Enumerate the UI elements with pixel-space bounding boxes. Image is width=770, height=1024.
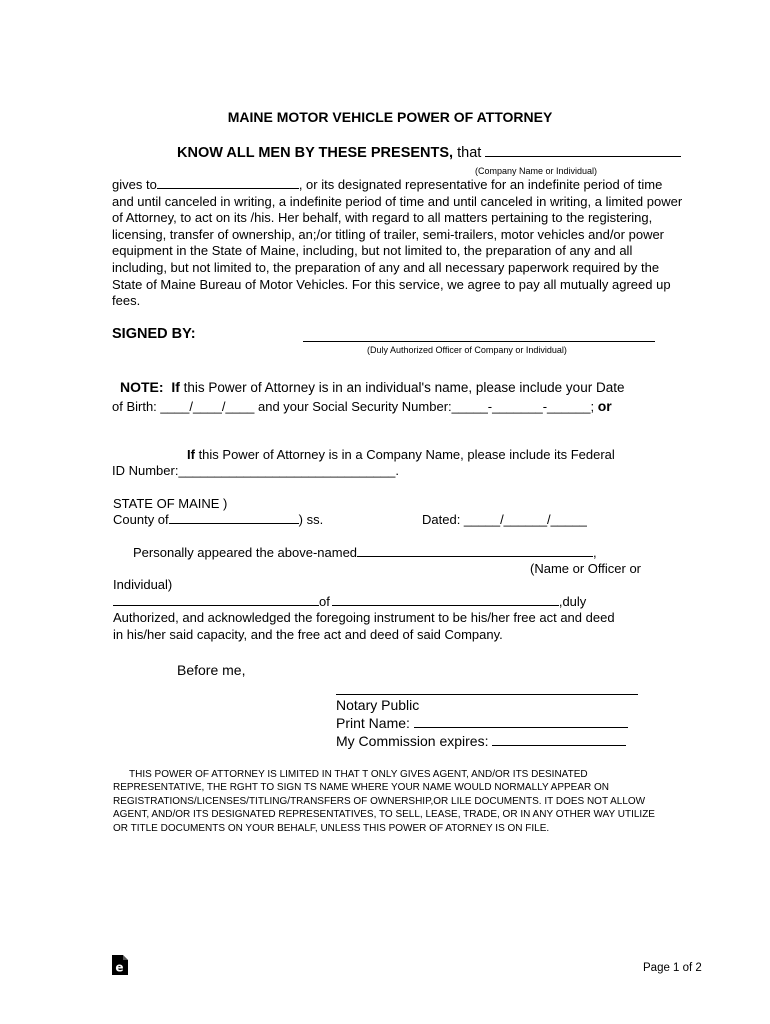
disclaimer-paragraph	[113, 768, 663, 835]
company-note-line-1	[187, 447, 615, 462]
print-name-blank[interactable]	[414, 727, 628, 728]
company-note-text: this Power of Attorney is in a Company Name, please include its Federal	[194, 447, 615, 462]
duly-label: ,duly	[558, 594, 587, 609]
notary-signature-line[interactable]	[336, 694, 638, 695]
signed-by-label: SIGNED BY:	[112, 326, 196, 342]
note-label: NOTE:	[120, 379, 164, 395]
svg-text:e: e	[115, 960, 124, 975]
capacity-line: in his/her said capacity, and the free act and deed of said Company.	[113, 627, 503, 642]
company-blank[interactable]	[332, 605, 559, 606]
before-me-label: Before me,	[177, 662, 246, 678]
personally-appeared-label: Personally appeared the above-named	[133, 545, 358, 560]
commission-blank[interactable]	[492, 745, 626, 746]
personally-end: ,	[593, 545, 597, 560]
federal-id-field[interactable]: ID Number:______________________________.	[112, 463, 399, 478]
authorized-line: Authorized, and acknowledged the foregoing instrument to be his/her free act and deed	[113, 610, 615, 625]
appeared-name-blank[interactable]	[357, 556, 593, 557]
body-paragraph	[112, 177, 687, 310]
name-officer-caption: (Name or Officer or	[530, 561, 642, 576]
eforms-logo-icon	[112, 955, 128, 975]
individual-caption: Individual)	[113, 577, 173, 592]
body-rest: and until canceled in writing, a indefinite period of time and until canceled in writing, a limited power of Attorney, to act on its /his. Her behalf, with regard to all matters pertaining to the registering, licensing, transfer of ownership, an;/or titling of trailer, semi-trailers, motor vehicles and/or power equipment in the State of Maine, including, but not limited to, the preparation of any and all including, but not limited to, the preparation of any and all necessary paperwork required by the State of Maine Bureau of Motor Vehicles. For this service, we agree to pay all mutually agreed up fees.	[112, 193, 683, 309]
document-title: MAINE MOTOR VEHICLE POWER OF ATTORNEY	[227, 109, 553, 125]
county-line	[113, 512, 323, 527]
county-blank[interactable]	[169, 523, 299, 524]
print-name-line	[336, 715, 628, 731]
disclaimer-text: THIS POWER OF ATTORNEY IS LIMITED IN THAT T ONLY GIVES AGENT, AND/OR ITS DESINATED REPRESENTATIVE, THE RGHT TO SIGN TS NAME WHERE YOUR NAME WOULD NORMALLY APPEAR ON REGISTRATIONS/LICENSES/TITLING/TRANSFERS OF OWNERSHIP,OR LILE DOCUMENTS. IT DOES NOT ALLOW AGENT, AND/OR ITS DESIGNATED REPRESENTATIVES, TO SELL, LEASE, TRADE, OR IN ANY OTHER WAY UTILIZE OR TITLE DOCUMENTS ON YOUR BEHALF, UNLESS THIS POWER OF ATORNEY IS ON FILE.	[113, 769, 655, 834]
dob-ssn-fields[interactable]: of Birth: ____/____/____ and your Social Security Number:_____-_______-______;	[112, 399, 595, 414]
note-line1-text: this Power of Attorney is in an individual's name, please include your Date	[179, 380, 625, 395]
officer-name-blank[interactable]	[113, 605, 319, 606]
page-number: Page 1 of 2	[643, 962, 702, 974]
notary-public-label: Notary Public	[336, 697, 420, 713]
signature-line[interactable]	[303, 341, 655, 342]
of-line	[113, 594, 586, 609]
know-all-men-lead: KNOW ALL MEN BY THESE PRESENTS,	[177, 145, 454, 161]
county-label: County of	[113, 512, 169, 527]
commission-label: My Commission expires:	[336, 733, 489, 749]
personally-appeared-line	[133, 545, 597, 560]
company-name-blank[interactable]	[485, 156, 681, 157]
note-line-2	[112, 398, 612, 414]
know-all-men-line	[177, 145, 681, 161]
note-or: or	[597, 398, 612, 414]
company-note-if: If	[187, 447, 195, 462]
dated-field[interactable]: Dated: _____/______/_____	[422, 512, 587, 527]
that-text: that	[457, 145, 482, 161]
of-label: of	[319, 594, 330, 609]
gives-to-label: gives to	[112, 177, 157, 192]
ss-label: ) ss.	[298, 512, 324, 527]
body-line1-rest: , or its designated representative for an indefinite period of time	[298, 177, 663, 192]
note-line-1	[120, 379, 624, 395]
signer-caption: (Duly Authorized Officer of Company or Individual)	[367, 345, 567, 355]
agent-name-blank[interactable]	[157, 188, 299, 189]
print-name-label: Print Name:	[336, 715, 410, 731]
note-if: If	[171, 379, 180, 395]
state-of-maine: STATE OF MAINE )	[113, 496, 228, 511]
company-name-caption: (Company Name or Individual)	[475, 166, 598, 176]
commission-line	[336, 733, 626, 749]
